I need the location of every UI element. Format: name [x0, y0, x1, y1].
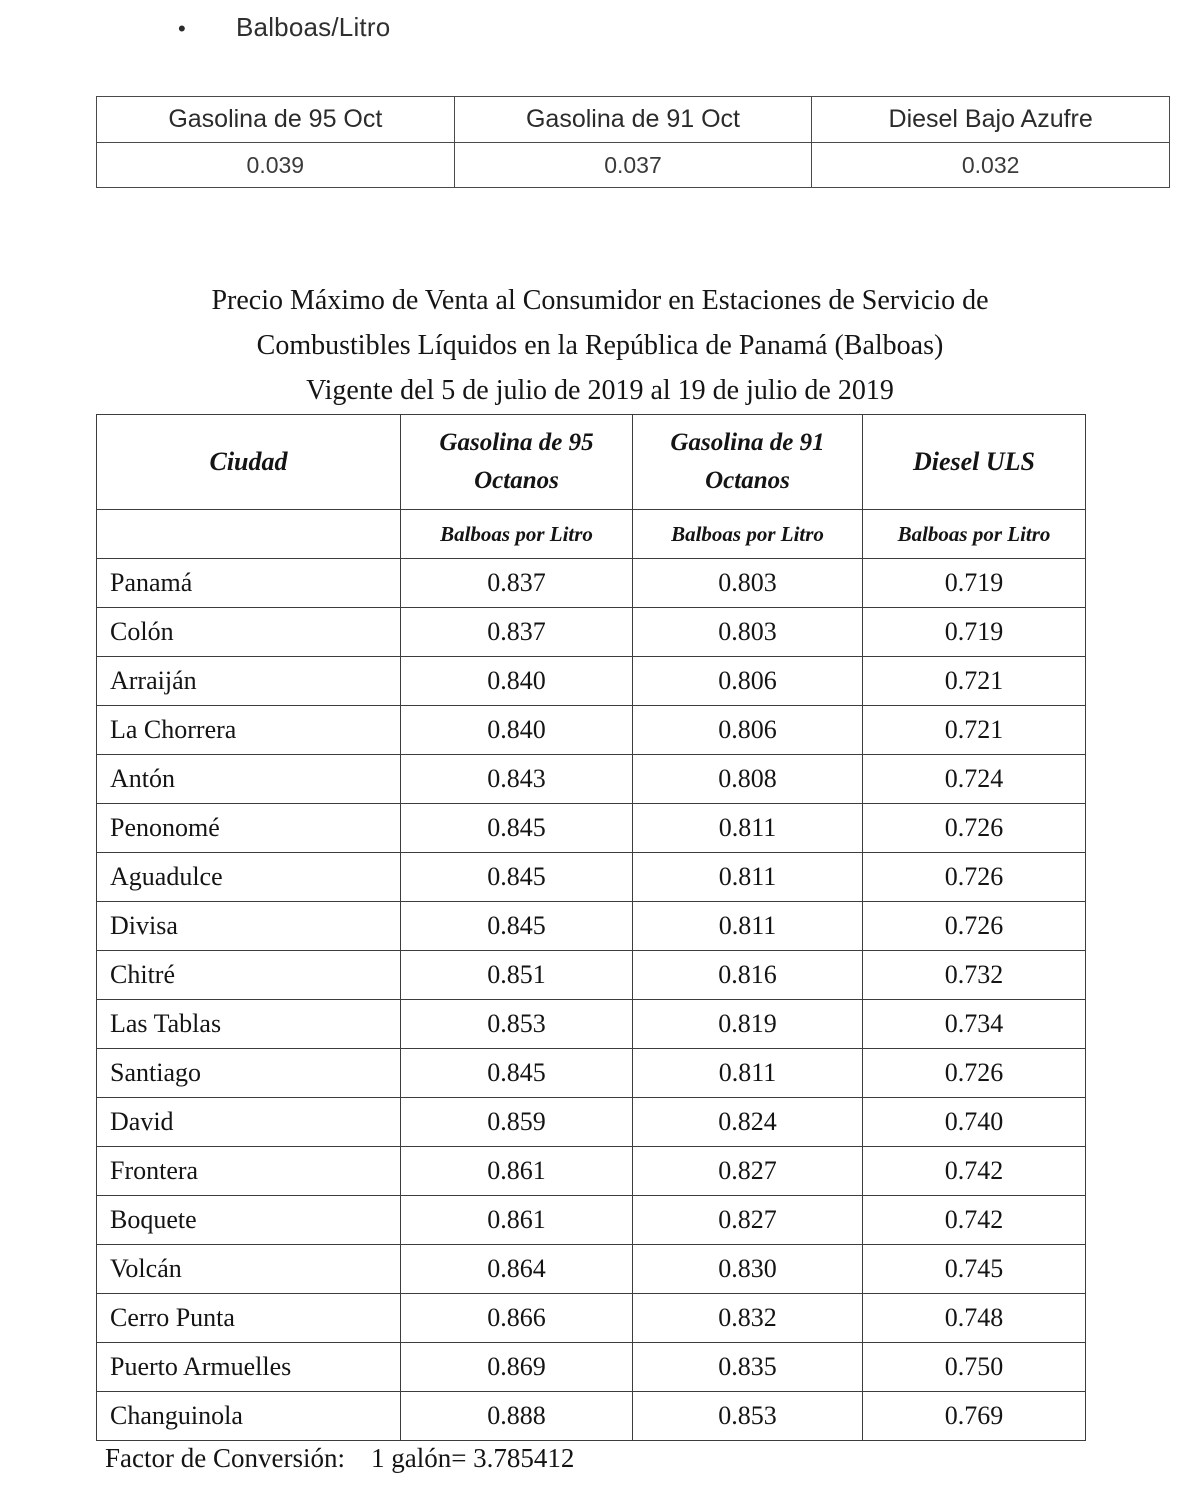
- table-row: [97, 1049, 1086, 1098]
- cell-gasolina-91: 0.808: [633, 755, 863, 804]
- cell-gasolina-95: 0.845: [401, 804, 633, 853]
- cell-diesel-uls: 0.724: [863, 755, 1086, 804]
- cell-gasolina-91: 0.824: [633, 1098, 863, 1147]
- table-row: [97, 657, 1086, 706]
- cell-gasolina-95: 0.845: [401, 902, 633, 951]
- cell-diesel-uls: 0.721: [863, 657, 1086, 706]
- cell-gasolina-91: 0.827: [633, 1196, 863, 1245]
- cell-gasolina-95: 0.837: [401, 559, 633, 608]
- cell-gasolina-95: 0.861: [401, 1196, 633, 1245]
- table-header-row: [97, 415, 1086, 510]
- cell-city: Divisa: [97, 902, 401, 951]
- cell-city: La Chorrera: [97, 706, 401, 755]
- cell-diesel-uls: 0.748: [863, 1294, 1086, 1343]
- fuel-price-table: [96, 414, 1086, 1441]
- cell-gasolina-91: 0.819: [633, 1000, 863, 1049]
- cell-gasolina-91: 0.803: [633, 608, 863, 657]
- bullet-list-item: [178, 12, 390, 43]
- cell-gasolina-95: 0.859: [401, 1098, 633, 1147]
- cell-diesel-uls: 0.721: [863, 706, 1086, 755]
- cell-gasolina-95: 0.845: [401, 853, 633, 902]
- table-row: [97, 143, 1170, 188]
- cell-city: Cerro Punta: [97, 1294, 401, 1343]
- unit-city: [97, 510, 401, 559]
- cell-gasolina-91: 0.806: [633, 657, 863, 706]
- cell-gasolina-95: 0.845: [401, 1049, 633, 1098]
- cell-gasolina-91: 0.830: [633, 1245, 863, 1294]
- cell-diesel-uls: 0.769: [863, 1392, 1086, 1441]
- conversion-factor-label: Factor de Conversión:: [105, 1443, 345, 1473]
- table-row: [97, 706, 1086, 755]
- cell-gasolina-91: 0.832: [633, 1294, 863, 1343]
- table-row: [97, 559, 1086, 608]
- table-unit-row: [97, 510, 1086, 559]
- cell-diesel-uls: 0.726: [863, 902, 1086, 951]
- tax-header-g91: Gasolina de 91 Oct: [454, 97, 812, 143]
- cell-city: Santiago: [97, 1049, 401, 1098]
- table-row: [97, 755, 1086, 804]
- cell-diesel-uls: 0.734: [863, 1000, 1086, 1049]
- bullet-item-label: Balboas/Litro: [236, 12, 391, 42]
- header-gasolina-91-line2: Octanos: [705, 467, 790, 494]
- unit-gasolina-91: Balboas por Litro: [633, 510, 863, 559]
- cell-city: David: [97, 1098, 401, 1147]
- cell-city: Las Tablas: [97, 1000, 401, 1049]
- table-row: [97, 97, 1170, 143]
- conversion-factor-value: 1 galón= 3.785412: [370, 1443, 575, 1473]
- title-line-1: Precio Máximo de Venta al Consumidor en Estaciones de Servicio de: [211, 285, 989, 316]
- conversion-factor-note: [105, 1443, 574, 1474]
- tax-value-diesel: 0.032: [812, 143, 1170, 188]
- cell-gasolina-91: 0.803: [633, 559, 863, 608]
- cell-gasolina-91: 0.827: [633, 1147, 863, 1196]
- cell-diesel-uls: 0.740: [863, 1098, 1086, 1147]
- cell-diesel-uls: 0.726: [863, 1049, 1086, 1098]
- cell-diesel-uls: 0.719: [863, 559, 1086, 608]
- cell-gasolina-95: 0.840: [401, 657, 633, 706]
- cell-diesel-uls: 0.726: [863, 853, 1086, 902]
- cell-gasolina-95: 0.861: [401, 1147, 633, 1196]
- cell-gasolina-95: 0.888: [401, 1392, 633, 1441]
- cell-gasolina-91: 0.811: [633, 853, 863, 902]
- unit-gasolina-95: Balboas por Litro: [401, 510, 633, 559]
- header-gasolina-95-line2: Octanos: [474, 467, 559, 494]
- bullet-point-icon: •: [178, 16, 186, 41]
- table-row: [97, 951, 1086, 1000]
- cell-diesel-uls: 0.732: [863, 951, 1086, 1000]
- tax-header-diesel: Diesel Bajo Azufre: [812, 97, 1170, 143]
- document-title: [0, 278, 1200, 413]
- table-row: [97, 902, 1086, 951]
- cell-gasolina-95: 0.851: [401, 951, 633, 1000]
- title-line-2: Combustibles Líquidos en la República de Panamá (Balboas): [256, 330, 944, 361]
- tax-header-g95: Gasolina de 95 Oct: [97, 97, 455, 143]
- header-city: Ciudad: [97, 415, 401, 510]
- cell-gasolina-91: 0.853: [633, 1392, 863, 1441]
- table-row: [97, 1294, 1086, 1343]
- table-row: [97, 853, 1086, 902]
- table-row: [97, 1196, 1086, 1245]
- table-row: [97, 1098, 1086, 1147]
- cell-city: Aguadulce: [97, 853, 401, 902]
- tax-rate-table: [96, 96, 1170, 188]
- cell-gasolina-95: 0.840: [401, 706, 633, 755]
- cell-gasolina-91: 0.811: [633, 1049, 863, 1098]
- cell-diesel-uls: 0.742: [863, 1147, 1086, 1196]
- table-row: [97, 1147, 1086, 1196]
- cell-diesel-uls: 0.742: [863, 1196, 1086, 1245]
- tax-value-g95: 0.039: [97, 143, 455, 188]
- cell-diesel-uls: 0.745: [863, 1245, 1086, 1294]
- cell-gasolina-91: 0.811: [633, 902, 863, 951]
- header-gasolina-95: [401, 415, 633, 510]
- table-row: [97, 1245, 1086, 1294]
- table-row: [97, 608, 1086, 657]
- table-row: [97, 804, 1086, 853]
- cell-city: Chitré: [97, 951, 401, 1000]
- cell-gasolina-91: 0.811: [633, 804, 863, 853]
- cell-city: Arraiján: [97, 657, 401, 706]
- header-gasolina-91: [633, 415, 863, 510]
- cell-city: Colón: [97, 608, 401, 657]
- title-line-3: Vigente del 5 de julio de 2019 al 19 de julio de 2019: [306, 375, 894, 406]
- table-row: [97, 1343, 1086, 1392]
- cell-gasolina-91: 0.806: [633, 706, 863, 755]
- cell-city: Volcán: [97, 1245, 401, 1294]
- header-gasolina-95-line1: Gasolina de 95: [439, 429, 594, 456]
- cell-city: Puerto Armuelles: [97, 1343, 401, 1392]
- tax-value-g91: 0.037: [454, 143, 812, 188]
- cell-gasolina-95: 0.869: [401, 1343, 633, 1392]
- cell-gasolina-95: 0.843: [401, 755, 633, 804]
- cell-city: Boquete: [97, 1196, 401, 1245]
- cell-city: Changuinola: [97, 1392, 401, 1441]
- cell-gasolina-95: 0.864: [401, 1245, 633, 1294]
- cell-city: Frontera: [97, 1147, 401, 1196]
- unit-diesel-uls: Balboas por Litro: [863, 510, 1086, 559]
- cell-gasolina-95: 0.866: [401, 1294, 633, 1343]
- cell-city: Panamá: [97, 559, 401, 608]
- cell-diesel-uls: 0.726: [863, 804, 1086, 853]
- cell-city: Antón: [97, 755, 401, 804]
- table-row: [97, 1392, 1086, 1441]
- header-gasolina-91-line1: Gasolina de 91: [670, 429, 825, 456]
- cell-gasolina-95: 0.837: [401, 608, 633, 657]
- cell-gasolina-91: 0.816: [633, 951, 863, 1000]
- header-diesel-uls: Diesel ULS: [863, 415, 1086, 510]
- cell-city: Penonomé: [97, 804, 401, 853]
- cell-diesel-uls: 0.750: [863, 1343, 1086, 1392]
- cell-gasolina-91: 0.835: [633, 1343, 863, 1392]
- cell-gasolina-95: 0.853: [401, 1000, 633, 1049]
- table-row: [97, 1000, 1086, 1049]
- cell-diesel-uls: 0.719: [863, 608, 1086, 657]
